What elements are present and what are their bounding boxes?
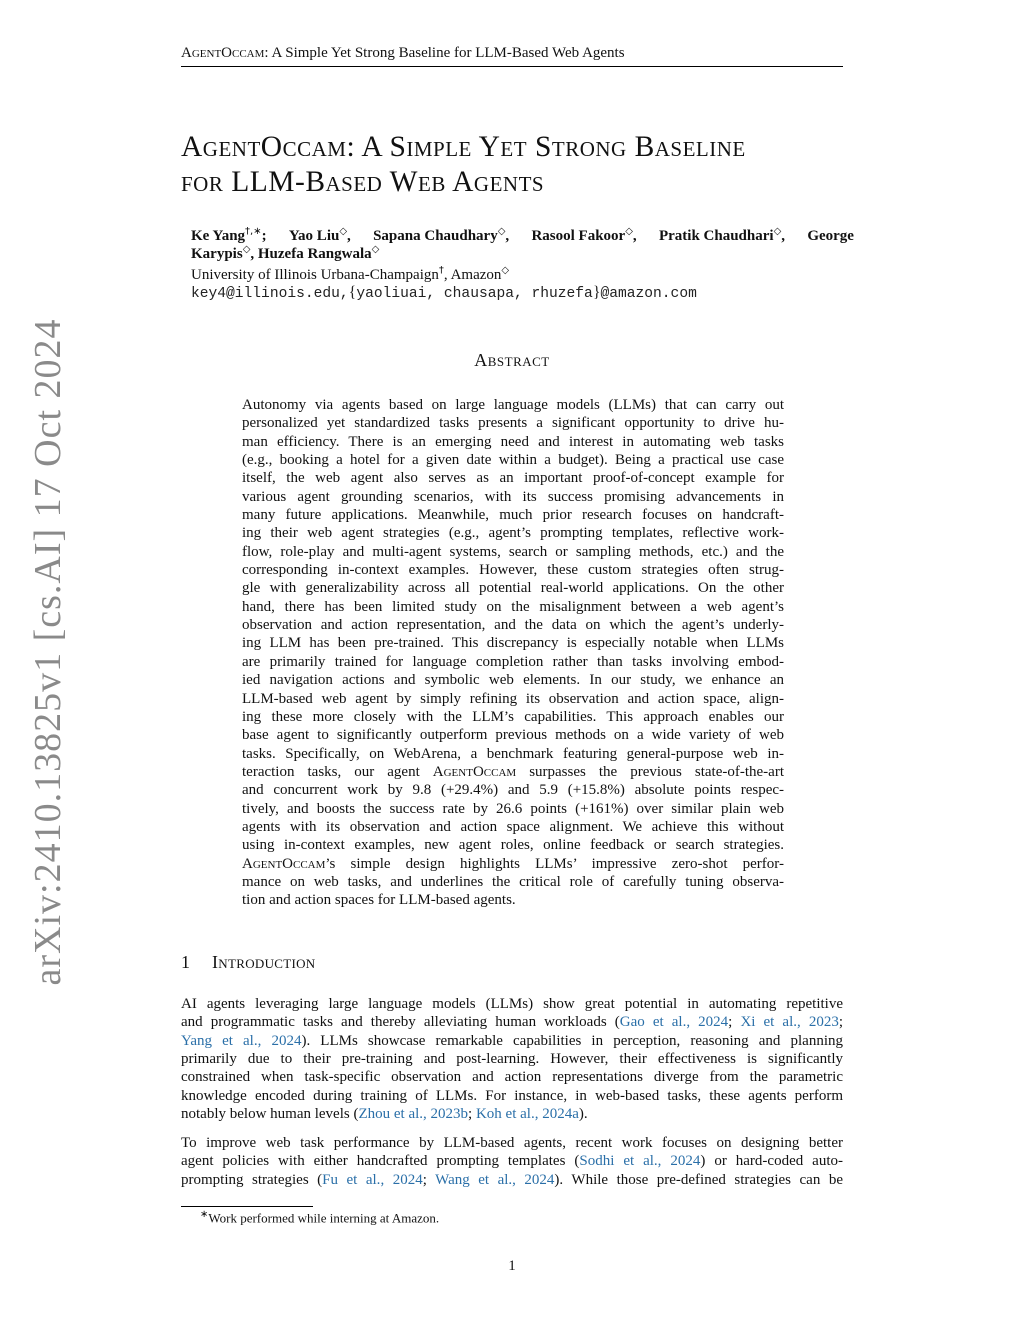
page-number: 1 [508,1258,516,1274]
author: George [807,228,854,244]
running-head-agent-name: AgentOccam [181,45,265,61]
footnote [200,1209,439,1226]
abstract-line: observation and action representation, and the data on which the agent’s underly- [242,617,784,634]
abstract-line: tion and action spaces for LLM-based agents. [242,892,516,909]
abstract-line: mance on web tasks, and underlines the critical role of carefully tuning observa- [242,873,784,890]
abstract-line: using in-context examples, new agent roles, online feedback or search strategies. [242,837,784,854]
section-heading-introduction [181,952,315,973]
abstract-body [242,396,784,910]
paper-title-line-1: AgentOccam: A Simple Yet Strong Baseline [181,131,746,163]
paper-title-line-2: for LLM-Based Web Agents [181,166,545,198]
abstract-line: tasks. Specifically, on WebArena, a benchmark featuring general-purpose web in- [242,745,784,762]
abstract-line: man efficiency. There is an emerging need and interest in automating web tasks [242,433,784,450]
intro-paragraph-2: To improve web task performance by LLM-based agents, recent work focuses on designing better agent policies with either handcrafted prompting templates (Sodhi et al., 2024) or hard-coded auto- prompting strategies (Fu et al., 2024; Wang et al., 2024). While those pre-defined strategies can be [181,1135,844,1188]
author: Ke Yang†,∗; [191,226,267,244]
abstract-line: ing their web agent strategies (e.g., agent’s prompting templates, reflective work- [242,525,784,542]
email-uiuc[interactable]: key4@illinois.edu [191,286,340,302]
abstract-heading: Abstract [474,350,550,370]
citation-xi-2023[interactable]: Xi et al., 2023 [740,1014,839,1031]
abstract-line: base agent to significantly outperform previous methods on a wide variety of web [242,727,784,744]
abstract-line: LLM-based web agent by simply refining its observation and action space, align- [242,690,784,707]
arxiv-stamp: arXiv:2410.13825v1 [cs.AI] 17 Oct 2024 [27,318,69,986]
intro-paragraph-1: AI agents leveraging large language models (LLMs) show great potential in automating repetitive and programmatic tasks and thereby alleviating human workloads (Gao et al., 2024; Xi et al., 2023; Yang et al., 2024). LLMs showcase remarkable capabilities in perception, reasoning and planning primarily due to their pre-training and post-learning. However, their effectiveness is significantly constrained when task-specific observation and action representations diverge from the parametric knowledge encoded during training of LLMs. For instance, in web-based tasks, these agents perform notably below human levels (Zhou et al., 2023b; Koh et al., 2024a). [181,996,844,1123]
abstract-line: gle with generalizability across all potential real-world applications. On the other [242,580,784,597]
abstract-line: ing LLM has been pre-trained. This discrepancy is especially notable when LLMs [242,635,784,652]
section-number: 1 [181,952,191,972]
abstract-line: many future applications. Meanwhile, much prior research focuses on handcraft- [242,507,784,524]
author: Rasool Fakoor◇, [531,226,637,244]
citation-fu-2024[interactable]: Fu et al., 2024 [322,1171,423,1188]
running-head [181,44,843,67]
abstract-line: are primarily trained for language completion rather than tasks involving embod- [242,653,784,670]
affiliation: University of Illinois Urbana-Champaign†, Amazon◇ [191,265,510,283]
abstract-line: tively, and boosts the success rate by 26.6 points (+161%) over similar plain web [242,800,784,817]
citation-wang-2024[interactable]: Wang et al., 2024 [435,1171,555,1188]
abstract-line: hand, there has been limited study on the misalignment between a web agent’s [242,598,784,615]
agent-name: AgentOccam [242,855,326,872]
abstract-line: (e.g., booking a hotel for a given date within a budget). Being a practical use case [242,452,784,469]
author-emails: key4@illinois.edu,{yaoliuai, chausapa, rhuzefa}@amazon.com [191,284,697,302]
abstract-line: ing these more closely with the LLM’s capabilities. This approach enables our [242,708,784,725]
abstract-line: personalized yet standardized tasks presents a significant opportunity to drive hu- [242,415,784,432]
authors-line-1 [191,226,854,245]
citation-zhou-2023b[interactable]: Zhou et al., 2023b [358,1106,469,1123]
citation-yang-2024[interactable]: Yang et al., 2024 [181,1032,302,1049]
abstract-line: AgentOccam’s simple design highlights LLMs’ impressive zero-shot perfor- [242,855,784,872]
paper-title [181,130,881,200]
author: Sapana Chaudhary◇, [373,226,510,244]
abstract-line: teraction tasks, our agent AgentOccam surpasses the previous state-of-the-art [242,763,784,780]
abstract-line: corresponding in-context examples. However, these custom strategies often strug- [242,562,784,579]
running-head-text: : A Simple Yet Strong Baseline for LLM-Based Web Agents [264,45,625,61]
agent-name: AgentOccam [432,763,517,780]
email-amazon-group[interactable]: yaoliuai, chausapa, rhuzefa [356,286,593,302]
abstract-line: Autonomy via agents based on large language models (LLMs) that can carry out [242,397,784,413]
author: Yao Liu◇, [288,226,351,244]
abstract-line: itself, the web agent also serves as an important proof-of-concept example for [242,470,784,487]
footnote-text: Work performed while interning at Amazon. [208,1210,440,1226]
abstract-line: various agent grounding scenarios, with its success promising advancements in [242,488,784,505]
citation-sodhi-2024[interactable]: Sodhi et al., 2024 [579,1153,701,1170]
footnote-rule [181,1206,313,1207]
author: Karypis◇, [191,244,255,262]
abstract-line: agents with its observation and action space alignment. We achieve this without [242,818,784,835]
author: Huzefa Rangwala◇ [257,244,380,262]
author: Pratik Chaudhari◇, [658,226,786,244]
footnote-mark: ∗ [200,1209,209,1220]
authors-line-2 [191,244,379,263]
abstract-line: ied navigation actions and symbolic web elements. In our study, we enhance an [242,672,784,689]
abstract-line: flow, role-play and multi-agent systems, search or sampling methods, etc.) and the [242,543,784,560]
section-title: Introduction [212,952,316,972]
citation-gao-2024[interactable]: Gao et al., 2024 [619,1014,729,1031]
citation-koh-2024a[interactable]: Koh et al., 2024a [475,1106,579,1123]
abstract-line: and concurrent work by 9.8 (+29.4%) and 5.9 (+15.8%) absolute points respec- [242,782,784,799]
